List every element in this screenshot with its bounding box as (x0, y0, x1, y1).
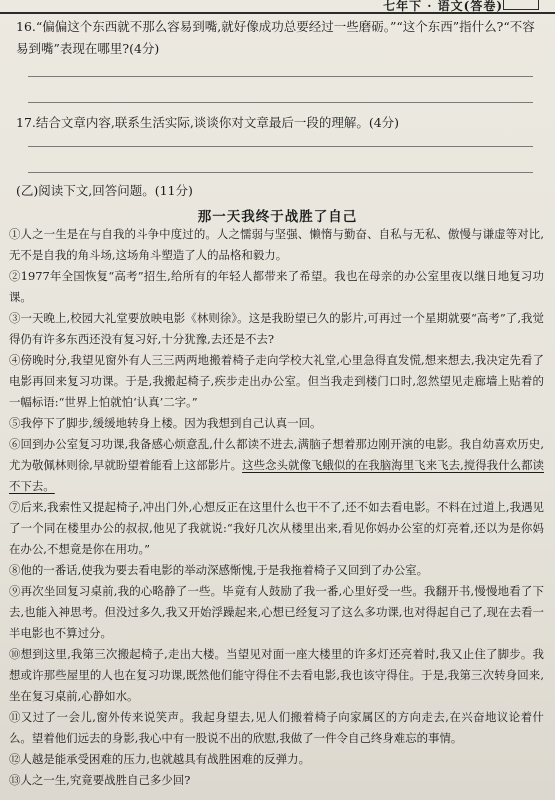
paragraph-12: ⑫人越是能承受困难的压力,也就越具有战胜困难的反弹力。 (9, 752, 311, 766)
question-17 (16, 112, 541, 134)
header-score-box (503, 0, 539, 10)
question-16 (16, 16, 541, 60)
paragraph-13: ⑬人之一生,究竟要战胜自己多少回? (9, 773, 191, 787)
answer-line[interactable] (28, 146, 533, 147)
page-header (0, 0, 555, 14)
paragraph-2: ②1977年全国恢复“高考”招生,给所有的年轻人都带来了希望。我也在母亲的办公室里夜以继日地复习功课。 (9, 269, 544, 304)
paragraph-3: ③一天晚上,校园大礼堂要放映电影《林则徐》。这是我盼望已久的影片,可再过一个星期就要“高考”了,我觉得仍有许多东西还没有复习好,十分犹豫,去还是不去? (9, 311, 544, 346)
paragraph-7: ⑦后来,我索性又提起椅子,冲出门外,心想反正在这里什么也干不了,还不如去看电影。不料在过道上,我遇见了一个同在楼里办公的叔叔,他见了我就说:“我好几次从楼里出来,看见你妈办公室的灯亮着,还以为是你妈在办公,不想竟是你在用功。” (9, 500, 544, 556)
question-16-number: 16. (16, 19, 36, 34)
paragraph-6-text: ⑥回到办公室复习功课,我备感心烦意乱,什么都读不进去,满脑子想着那边刚开演的电影。我自幼喜欢历史,尤为敬佩林则徐,早就盼望着能看上这部影片。 (9, 437, 544, 472)
header-title: 七年下 · 语文(答卷) (383, 0, 503, 13)
question-16-text: “偏偏这个东西就不那么容易到嘴,就好像成功总要经过一些磨砺。”“这个东西”指什么?“不容易到嘴”表现在哪里?(4分) (16, 19, 535, 56)
question-17-number: 17. (16, 115, 36, 130)
article-title: 那一天我终于战胜了自己 (197, 209, 358, 225)
answer-line[interactable] (28, 76, 533, 77)
answer-line[interactable] (28, 172, 533, 173)
paragraph-10: ⑩想到这里,我第三次搬起椅子,走出大楼。当望见对面一座大楼里的许多灯还亮着时,我又止住了脚步。我想或许那些屋里的人也在复习功课,既然他们能守得住不去看电影,我也该守得住。于是,我第三次转身回来,坐在复习桌前,心静如水。 (9, 647, 544, 703)
paragraph-11: ⑪又过了一会儿,窗外传来说笑声。我起身望去,见人们搬着椅子向家属区的方向走去,在兴奋地议论着什么。望着他们远去的身影,我心中有一股说不出的欣慰,我做了一件令自己终身难忘的事情。 (9, 710, 544, 745)
paragraph-6 (9, 434, 544, 497)
question-17-text: 结合文章内容,联系生活实际,谈谈你对文章最后一段的理解。(4分) (35, 115, 400, 130)
paragraph-9: ⑨再次坐回复习桌前,我的心略静了一些。毕竟有人鼓励了我一番,心里好受一些。我翻开书,慢慢地看了下去,也能入神思考。但没过多久,我又开始浮躁起来,心想已经复习了这么多功课,也对得起自己了,现在去看一半电影也不算过分。 (9, 584, 544, 640)
answer-line[interactable] (28, 102, 533, 103)
paragraph-8: ⑧他的一番话,使我为要去看电影的举动深感惭愧,于是我拖着椅子又回到了办公室。 (9, 563, 429, 577)
underlined-sentence: 这些念头就像飞蛾似的在我脑海里飞来飞去,搅得我什么都读不下去。 (9, 458, 544, 493)
paragraph-4: ④傍晚时分,我望见窗外有人三三两两地搬着椅子走向学校大礼堂,心里急得直发慌,想来想去,我决定先看了电影再回来复习功课。于是,我搬起椅子,疾步走出办公室。但当我走到楼门口时,忽然望见走廊墙上贴着的一幅标语:“世界上怕就怕‘认真’二字。” (9, 353, 544, 409)
section-intro: (乙)阅读下文,回答问题。(11分) (16, 183, 193, 198)
paragraph-5: ⑤我停下了脚步,缓缓地转身上楼。因为我想到自己认真一回。 (9, 416, 322, 430)
paragraph-1: ①人之一生是在与自我的斗争中度过的。人之懦弱与坚强、懒惰与勤奋、自私与无私、傲慢与谦虚等对比,无不是自我的角斗场,这场角斗塑造了人的品格和毅力。 (9, 227, 544, 262)
